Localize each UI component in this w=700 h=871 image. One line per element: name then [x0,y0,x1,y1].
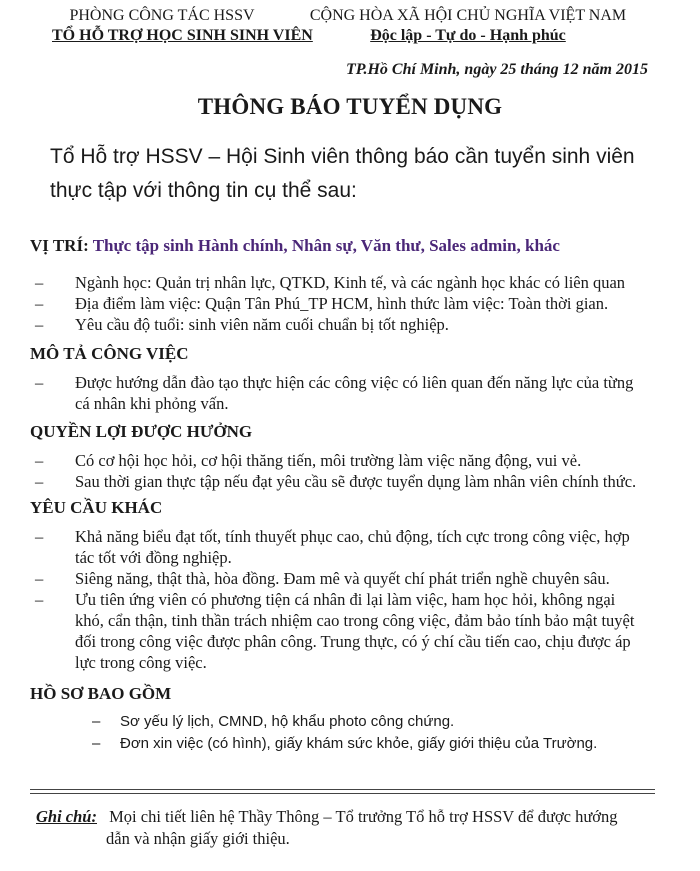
list-item-text: Địa điểm làm việc: Quận Tân Phú_TP HCM, hình thức làm việc: Toàn thời gian. [75,294,609,313]
list-item-line: Ưu tiên ứng viên có phương tiện cá nhân đi lại làm việc, ham học hỏi, không ngại [75,590,616,609]
position-label: VỊ TRÍ [30,236,84,255]
dash-bullet: – [35,373,44,392]
job-description-list [30,372,670,414]
dash-bullet: – [92,735,101,752]
list-item [30,272,670,293]
section-heading-other-requirements: YÊU CẦU KHÁC [30,498,163,517]
note-line-1 [36,806,666,828]
dash-bullet: – [35,273,44,292]
profile-list [30,712,670,754]
other-requirements-list [30,526,670,673]
note [36,806,666,850]
dash-bullet: – [35,294,44,313]
dash-bullet: – [35,590,44,609]
dash-bullet: – [35,569,44,588]
list-item-text: Có cơ hội học hỏi, cơ hội thăng tiến, môi trường làm việc năng động, vui vẻ. [75,451,582,470]
list-item [30,372,670,414]
list-item-line: tác tốt với đồng nghiệp. [75,548,232,567]
list-item [30,314,670,335]
motto: Độc lập - Tự do - Hạnh phúc [370,27,566,44]
list-item [30,526,670,568]
divider [30,793,655,794]
list-item-text: Yêu cầu độ tuổi: sinh viên năm cuối chuẩn bị tốt nghiệp. [75,315,449,334]
dash-bullet: – [35,451,44,470]
dash-bullet: – [92,713,101,730]
list-item-line: đối trong công việc được phân công. Trung thực, có ý chí cầu tiến cao, chịu được áp [75,632,631,651]
note-label: Ghi chú: [36,807,97,826]
position-list [30,272,670,335]
intro-paragraph: Tổ Hỗ trợ HSSV – Hội Sinh viên thông báo cần tuyển sinh viên thực tập với thông tin cụ thể sau: [50,145,635,202]
list-item [30,568,670,589]
dash-bullet: – [35,472,44,491]
org-department: PHÒNG CÔNG TÁC HSSV [69,7,255,24]
national-motto [303,6,633,46]
list-item-text: Sơ yếu lý lịch, CMND, hộ khẩu photo công chứng. [120,713,455,730]
position-line [30,236,560,256]
list-item-line: lực trong công việc. [75,653,207,672]
list-item [30,712,670,732]
document-date: TP.Hồ Chí Minh, ngày 25 tháng 12 năm 2015 [346,61,648,78]
list-item-line: Được hướng dẫn đào tạo thực hiện các công việc có liên quan đến năng lực của từng [75,373,634,392]
list-item-text: Ngành học: Quản trị nhân lực, QTKD, Kinh tế, và các ngành học khác có liên quan [75,273,626,292]
list-item [30,734,670,754]
document-title: THÔNG BÁO TUYỂN DỤNG [197,94,503,119]
section-heading-profile: HỒ SƠ BAO GỒM [30,684,172,703]
benefits-list [30,450,680,492]
note-text-1: Mọi chi tiết liên hệ Thầy Thông – Tổ trưởng Tổ hỗ trợ HSSV để được hướng [109,807,618,826]
position-value: Thực tập sinh Hành chính, Nhân sự, Văn thư, Sales admin, khác [92,236,560,255]
list-item-text: Đơn xin việc (có hình), giấy khám sức khỏe, giấy giới thiệu của Trường. [120,735,598,752]
divider [30,789,655,790]
section-heading-benefits: QUYỀN LỢI ĐƯỢC HƯỞNG [30,422,253,441]
org-team: TỔ HỖ TRỢ HỌC SINH SINH VIÊN [52,27,313,44]
list-item-line: khó, cẩn thận, tinh thần trách nhiệm cao trong công việc, đảm bảo tính bảo mật tuyệt [75,611,635,630]
list-item-line: cá nhân khi phỏng vấn. [75,394,229,413]
list-item [30,450,680,471]
position-separator: : [83,236,93,255]
org-name [52,6,313,46]
section-heading-job-description: MÔ TẢ CÔNG VIỆC [30,344,189,363]
list-item [30,293,670,314]
dash-bullet: – [35,315,44,334]
list-item-line: Siêng năng, thật thà, hòa đồng. Đam mê và quyết chí phát triển nghề chuyên sâu. [75,569,610,588]
list-item [30,471,680,492]
note-line-2: dẫn và nhận giấy giới thiệu. [106,829,290,848]
list-item [30,589,670,673]
list-item-text: Sau thời gian thực tập nếu đạt yêu cầu sẽ được tuyển dụng làm nhân viên chính thức. [75,472,637,491]
nation-title: CỘNG HÒA XÃ HỘI CHỦ NGHĨA VIỆT NAM [309,7,627,24]
list-item-line: Khả năng biểu đạt tốt, tính thuyết phục cao, chủ động, tích cực trong công việc, hợp [75,527,630,546]
dash-bullet: – [35,527,44,546]
